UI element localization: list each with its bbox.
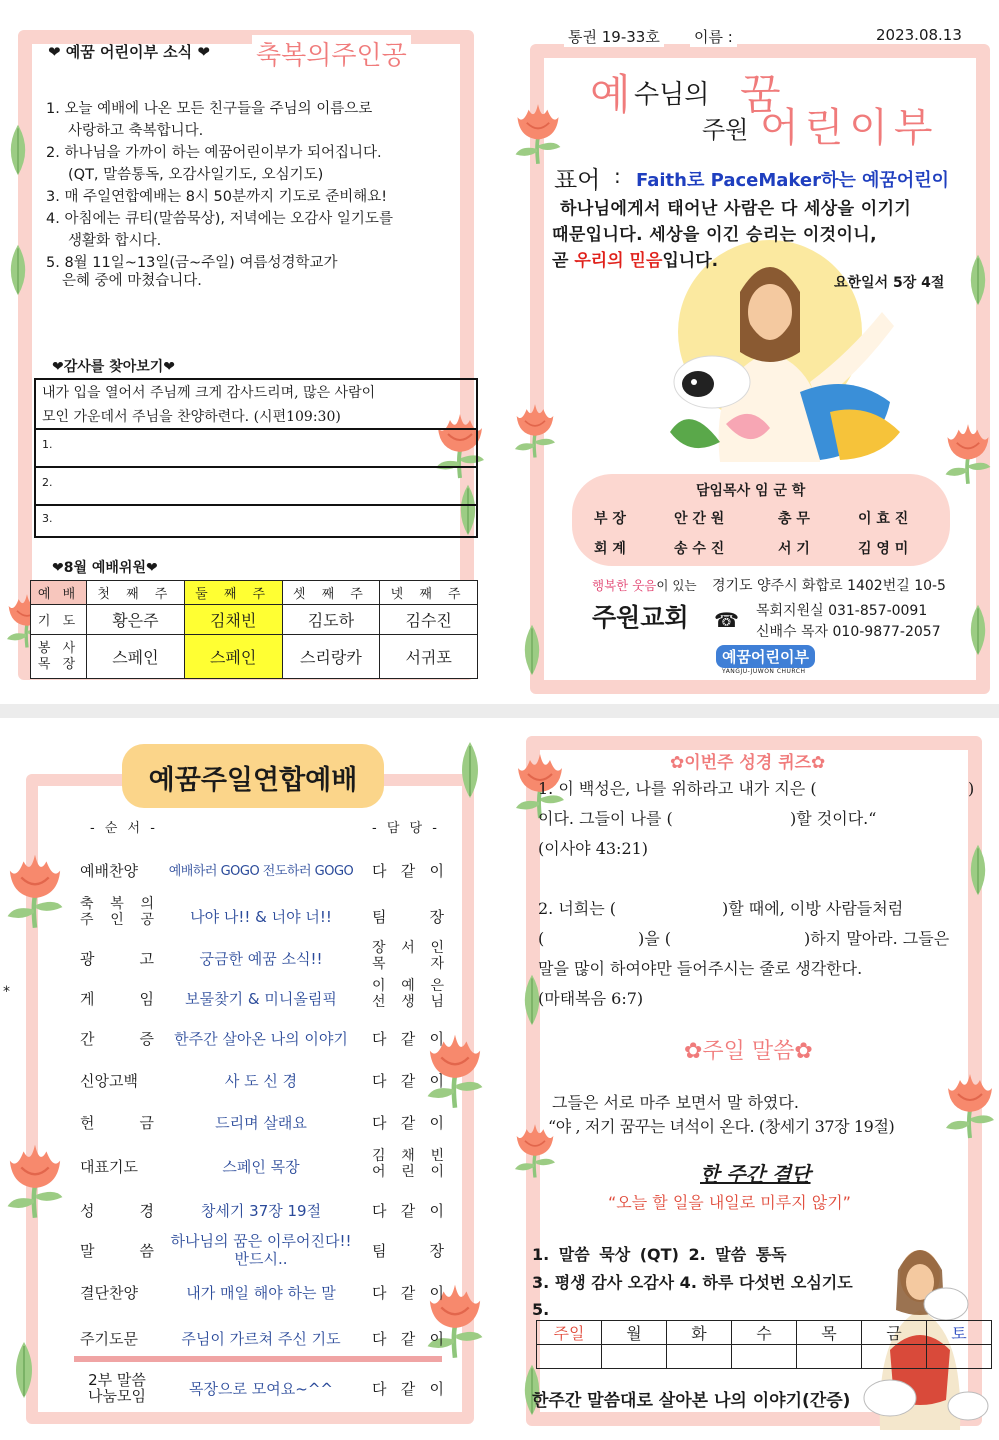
leaf-icon bbox=[960, 250, 996, 310]
panel-cover bbox=[510, 0, 999, 700]
thanks-line[interactable] bbox=[36, 466, 476, 504]
habit-line: 5. bbox=[532, 1300, 550, 1319]
day-check[interactable] bbox=[862, 1345, 927, 1369]
order-content: 하나님의 꿈은 이루어진다!! 반드시.. bbox=[170, 1232, 352, 1268]
leaf-icon bbox=[0, 240, 36, 300]
committee-cell: 서귀포 bbox=[380, 635, 478, 679]
lead-label: - 담 당 - bbox=[372, 821, 440, 836]
staff-member: 송 수 진 bbox=[674, 541, 725, 557]
committee-cell: 김도하 bbox=[282, 605, 380, 635]
issue-date: 2023.08.13 bbox=[872, 26, 966, 44]
order-content: 내가 매일 해야 하는 말 bbox=[186, 1284, 336, 1302]
quiz-text: ( bbox=[538, 929, 545, 948]
slogan-text: 이 있는 bbox=[656, 578, 697, 593]
day-check[interactable] bbox=[732, 1345, 797, 1369]
quiz-line: (이사야 43:21) bbox=[538, 839, 649, 858]
blessed-title: 축복의주인공 bbox=[252, 35, 411, 72]
habit-line: 1. 말씀 묵상 (QT) 2. 말씀 통독 bbox=[532, 1245, 787, 1264]
committee-role: 기 도 bbox=[31, 605, 87, 635]
title-part: 주원 bbox=[702, 116, 749, 144]
panel-order bbox=[0, 720, 490, 1440]
committee-header: 둘 째 주 bbox=[184, 581, 282, 605]
day-header: 수 bbox=[732, 1321, 797, 1345]
thanks-verse bbox=[42, 381, 375, 429]
order-item: 예배찬양 bbox=[80, 862, 138, 880]
testimony-footer: 한주간 말씀대로 살아본 나의 이야기(간증) bbox=[532, 1391, 851, 1411]
day-check[interactable] bbox=[667, 1345, 732, 1369]
quiz-text: 2. 너희는 ( bbox=[538, 899, 617, 918]
order-content: 한주간 살아온 나의 이야기 bbox=[174, 1030, 348, 1048]
order-leader: 다 같 이 bbox=[372, 1030, 444, 1048]
news-line: 2. 하나님을 가까이 하는 예꿈어린이부가 되어집니다. bbox=[46, 145, 382, 161]
quiz-text: 1. 이 백성은, 나를 위하라고 내가 지은 ( bbox=[538, 779, 817, 798]
news-line: 4. 아침에는 큐티(말씀묵상), 저녁에는 오감사 일기도를 bbox=[46, 211, 393, 227]
committee-header: 첫 째 주 bbox=[87, 581, 185, 605]
news-line: 은혜 중에 마쳤습니다. bbox=[62, 273, 202, 289]
thanks-line-number: 1. bbox=[42, 438, 53, 451]
order-list bbox=[80, 860, 450, 1420]
leaf-icon bbox=[514, 620, 550, 680]
rose-icon bbox=[510, 400, 560, 460]
ministry-logo-sub: YANGJU-JUWON CHURCH bbox=[722, 668, 806, 675]
quiz-line bbox=[538, 924, 978, 954]
staff-member: 김 영 미 bbox=[858, 541, 909, 557]
order-item: 대표기도 bbox=[80, 1158, 138, 1176]
quiz-body bbox=[538, 774, 978, 1014]
quiz-line: (마태복음 6:7) bbox=[538, 989, 644, 1008]
quiz-text: )할 때에, 이방 사람들처럼 bbox=[722, 899, 904, 918]
resolve-text: “오늘 할 일을 내일로 미루지 않기” bbox=[608, 1193, 851, 1212]
quiz-line bbox=[538, 774, 978, 804]
quiz-text: 이다. 그들이 나를 ( bbox=[538, 809, 673, 828]
thanks-verse-line: 모인 가운데서 주님을 찬양하련다. (시편109:30) bbox=[42, 409, 341, 425]
thanks-line[interactable] bbox=[36, 428, 476, 466]
order-content: 목장으로 모여요~^^ bbox=[189, 1380, 333, 1398]
title-part: 예 bbox=[590, 70, 631, 119]
order-leader: 다 같 이 bbox=[372, 1114, 444, 1132]
order-leader: 장 서 인 목 자 bbox=[372, 940, 444, 972]
order-content: 예배하러 GOGO 전도하러 GOGO bbox=[168, 864, 354, 879]
staff-role: 총 무 bbox=[778, 511, 810, 527]
rose-icon bbox=[0, 850, 70, 930]
service-title: 예꿈주일연합예배 bbox=[148, 765, 358, 796]
service-title-box bbox=[122, 744, 384, 808]
order-leader: 다 같 이 bbox=[372, 1330, 444, 1348]
news-line: 3. 매 주일연합예배는 8시 50분까지 기도로 준비해요! bbox=[46, 189, 388, 205]
order-content: 주님이 가르쳐 주신 기도 bbox=[181, 1330, 341, 1348]
order-leader: 다 같 이 bbox=[372, 862, 444, 880]
day-header: 토 bbox=[927, 1321, 992, 1345]
ministry-logo: 예꿈어린이부 bbox=[716, 645, 815, 668]
slogan-highlight: 행복한 웃음 bbox=[592, 578, 657, 593]
day-header: 화 bbox=[667, 1321, 732, 1345]
committee-cell: 김수진 bbox=[380, 605, 478, 635]
news-line: (QT, 말씀통독, 오감사일기도, 오심기도) bbox=[68, 167, 324, 183]
day-header: 주일 bbox=[537, 1321, 602, 1345]
motto: Faith로 PaceMaker하는 예꿈어린이 bbox=[636, 170, 949, 191]
committee-title: ❤8월 예배위원❤ bbox=[52, 560, 158, 576]
phone-icon: ☎ bbox=[714, 608, 739, 632]
contact-phone: 신배수 목자 010-9877-2057 bbox=[756, 624, 941, 640]
news-line: 사랑하고 축복합니다. bbox=[68, 123, 204, 139]
thanks-line-number: 3. bbox=[42, 512, 53, 525]
order-leader: 팀 장 bbox=[372, 908, 444, 926]
church-address: 경기도 양주시 화합로 1402번길 10-5 bbox=[712, 578, 946, 594]
rose-icon bbox=[940, 420, 996, 486]
weekly-checklist bbox=[536, 1320, 992, 1369]
committee-header: 예 배 bbox=[31, 581, 87, 605]
committee-header: 넷 째 주 bbox=[380, 581, 478, 605]
quiz-line bbox=[538, 894, 978, 924]
cover-verse-line: 하나님에게서 태어난 사람은 다 세상을 이기기 bbox=[560, 199, 912, 219]
page-divider bbox=[0, 704, 999, 718]
order-item: 신앙고백 bbox=[80, 1072, 138, 1090]
day-check[interactable] bbox=[537, 1345, 602, 1369]
staff-member: 이 효 진 bbox=[858, 511, 909, 527]
day-header: 목 bbox=[797, 1321, 862, 1345]
rose-icon bbox=[510, 100, 566, 166]
staff-role: 회 계 bbox=[594, 541, 626, 557]
order-leader: 다 같 이 bbox=[372, 1284, 444, 1302]
staff-member: 안 간 원 bbox=[674, 511, 725, 527]
quiz-line: 말을 많이 하여야만 들어주시는 줄로 생각한다. bbox=[538, 959, 863, 978]
cover-verse-line: 때문입니다. 세상을 이긴 승리는 이것이니, bbox=[552, 225, 877, 245]
order-item: 게 임 bbox=[80, 990, 154, 1008]
committee-role: 봉 사 목 장 bbox=[31, 635, 87, 679]
day-header: 금 bbox=[862, 1321, 927, 1345]
issue-number: 통권 19-33호 bbox=[564, 26, 664, 47]
day-check[interactable] bbox=[927, 1345, 992, 1369]
order-item: 광 고 bbox=[80, 950, 154, 968]
panel-news bbox=[0, 0, 490, 700]
order-item: 결단찬양 bbox=[80, 1284, 138, 1302]
title-part: 어린이부 bbox=[760, 105, 939, 151]
order-item: 주기도문 bbox=[80, 1330, 138, 1348]
order-content: 궁금한 예꿈 소식!! bbox=[199, 950, 323, 968]
office-phone: 목회지원실 031-857-0091 bbox=[756, 603, 928, 619]
panel-quiz bbox=[510, 720, 999, 1440]
quiz-text: )하지 말아라. 그들은 bbox=[804, 929, 950, 948]
motto-colon: : bbox=[614, 164, 621, 188]
committee-cell: 황은주 bbox=[87, 605, 185, 635]
thanks-line[interactable] bbox=[36, 504, 476, 536]
order-divider bbox=[74, 1356, 442, 1362]
news-line: 1. 오늘 예배에 나온 모든 친구들을 주님의 이름으로 bbox=[46, 101, 373, 117]
habit-line: 3. 평생 감사 오감사 4. 하루 다섯번 오심기도 bbox=[532, 1273, 853, 1292]
sunday-word-title: ✿주일 말씀✿ bbox=[684, 1039, 813, 1064]
news-list bbox=[46, 98, 393, 292]
leaf-icon bbox=[0, 120, 36, 180]
cover-verse-highlight: 우리의 믿음 bbox=[574, 251, 663, 271]
senior-pastor: 담임목사 임 군 학 bbox=[696, 483, 806, 499]
staff-role: 부 장 bbox=[594, 511, 626, 527]
order-item: 성 경 bbox=[80, 1202, 154, 1220]
order-content: 사 도 신 경 bbox=[224, 1072, 298, 1090]
committee-cell: 스리랑카 bbox=[282, 635, 380, 679]
order-item: 2부 말씀 나눔모임 bbox=[88, 1371, 146, 1405]
sunday-word-line: “야 , 저기 꿈꾸는 녀석이 온다. (창세기 37장 19절) bbox=[548, 1117, 895, 1136]
church-name: 주원교회 bbox=[592, 603, 689, 632]
name-label: 이름 : bbox=[690, 26, 737, 47]
sunday-word-line: 그들은 서로 마주 보면서 말 하였다. bbox=[552, 1093, 799, 1112]
news-line: 생활화 합시다. bbox=[68, 233, 162, 249]
motto-label: 표어 bbox=[554, 166, 601, 194]
cover-verse-line bbox=[552, 248, 903, 274]
day-check[interactable] bbox=[797, 1345, 862, 1369]
order-leader: 다 같 이 bbox=[372, 1202, 444, 1220]
resolve-title: 한 주간 결단 bbox=[700, 1162, 811, 1186]
order-content: 드리며 살래요 bbox=[215, 1114, 307, 1132]
day-check[interactable] bbox=[602, 1345, 667, 1369]
title-part: 수님의 bbox=[634, 80, 710, 110]
thanks-box bbox=[34, 378, 478, 538]
order-item: 말 씀 bbox=[80, 1242, 154, 1260]
quiz-text: )을 ( bbox=[638, 929, 672, 948]
order-label: - 순 서 - bbox=[90, 821, 158, 836]
staff-role: 서 기 bbox=[778, 541, 810, 557]
order-leader: 이 예 은 선 생 님 bbox=[372, 978, 444, 1010]
title-part: 꿈 bbox=[740, 70, 781, 119]
thanks-title: ❤감사를 찾아보기❤ bbox=[52, 359, 176, 375]
order-content: 나야 나!! & 너야 너!! bbox=[190, 908, 332, 926]
cover-verse-text: 곧 bbox=[552, 251, 575, 271]
cover-verse bbox=[552, 196, 912, 274]
news-line: 5. 8월 11일~13일(금~주일) 여름성경학교가 bbox=[46, 255, 338, 271]
slogan bbox=[592, 576, 697, 594]
quiz-line bbox=[538, 804, 978, 834]
order-leader: 팀 장 bbox=[372, 1242, 444, 1260]
quiz-blank-close: ) bbox=[968, 779, 975, 798]
day-header: 월 bbox=[602, 1321, 667, 1345]
committee-cell: 김채빈 bbox=[184, 605, 282, 635]
order-item: 축 복 의 주 인 공 bbox=[80, 896, 154, 928]
leaf-icon bbox=[4, 1340, 44, 1400]
verse-reference: 요한일서 5장 4절 bbox=[834, 275, 945, 291]
order-content: 창세기 37장 19절 bbox=[200, 1202, 322, 1220]
leaf-icon bbox=[450, 740, 490, 800]
news-title: ❤ 예꿈 어린이부 소식 ❤ bbox=[48, 43, 210, 61]
order-item: 간 증 bbox=[80, 1030, 154, 1048]
quiz-title: ✿이번주 성경 퀴즈✿ bbox=[670, 753, 826, 773]
cover-verse-text: 입니다. bbox=[662, 251, 719, 271]
thanks-verse-line: 내가 입을 열어서 주님께 크게 감사드리며, 많은 사람이 bbox=[42, 385, 376, 401]
committee-cell: 스페인 bbox=[184, 635, 282, 679]
order-content: 스페인 목장 bbox=[222, 1158, 300, 1176]
page-star: * bbox=[3, 984, 10, 1000]
committee-header: 셋 째 주 bbox=[282, 581, 380, 605]
main-title bbox=[590, 62, 970, 151]
order-content: 보물찾기 & 미니올림픽 bbox=[185, 990, 337, 1008]
rose-icon bbox=[940, 1070, 999, 1140]
order-item: 헌 금 bbox=[80, 1114, 154, 1132]
order-leader: 다 같 이 bbox=[372, 1380, 444, 1398]
rose-icon bbox=[0, 1140, 70, 1220]
committee-cell: 스페인 bbox=[87, 635, 185, 679]
order-leader: 김 채 빈 어 린 이 bbox=[372, 1148, 444, 1180]
quiz-text: )할 것이다.“ bbox=[790, 809, 877, 828]
leaf-icon bbox=[960, 600, 996, 660]
order-leader: 다 같 이 bbox=[372, 1072, 444, 1090]
committee-table bbox=[30, 580, 478, 679]
thanks-line-number: 2. bbox=[42, 476, 53, 489]
